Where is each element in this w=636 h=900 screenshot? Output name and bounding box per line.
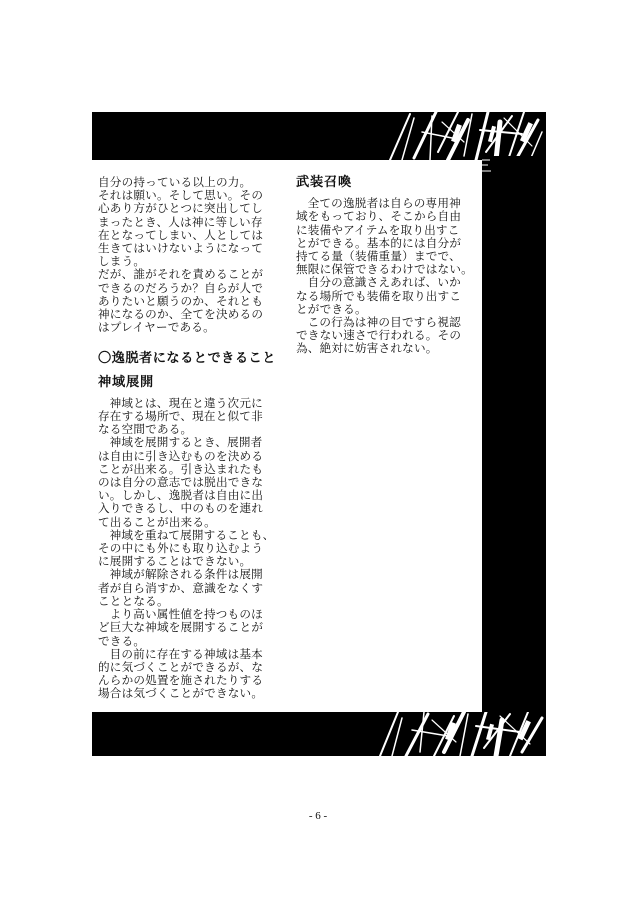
section-heading: 〇逸脱者になるとできること — [98, 351, 276, 367]
subheading-armament-summon: 武装召喚 — [296, 175, 352, 190]
brush-stroke-decoration-top — [92, 112, 546, 160]
body-paragraph: 神域が解除される条件は展開 者が自ら消すか、意識をなくす こととなる。 — [98, 567, 264, 608]
body-paragraph: 神域を重ねて展開することも、 その中にも外にも取り込むよう に展開することはできない。 — [98, 527, 275, 569]
subheading-divine-realm: 神域展開 — [98, 374, 154, 390]
right-text-column — [296, 176, 478, 356]
left-text-column — [98, 176, 288, 701]
body-paragraph: より高い属性値を持つものほ ど巨大な神域を展開することが できる。 — [98, 607, 264, 648]
bar-edge-decoration — [482, 156, 492, 178]
footer-band — [92, 712, 546, 756]
question-paragraph: だが、誰がそれを責めることが できるのだろうか？自らが人で ありたいと願うのか、それとも 神になるのか、全てを決めるの はプレイヤーである。 — [98, 267, 264, 335]
body-paragraph: 自分の意識さえあれば、いか なる場所でも装備を取り出すこ とができる。 — [296, 275, 462, 316]
body-paragraph: この行為は神の目ですら視認 できない速さで行われる。その 為、絶対に妨害されない。 — [296, 315, 462, 356]
right-side-bar — [482, 156, 546, 716]
intro-paragraph: 自分の持っている以上の力。 それは願い。そして思い。その 心あり方がひとつに突出してし まったとき、人は神に等しい存 在となってしまい、人としては 生きてはいけないようになって しまう。 — [98, 175, 264, 269]
body-paragraph: 目の前に存在する神域は基本 的に気づくことができるが、な んらかの処置を施されたりする 場合は気づくことができない。 — [98, 646, 264, 701]
body-paragraph: 神域を展開するとき、展開者 は自由に引き込むものを決める ことが出来る。引き込まれたも のは自分の意志では脱出できな い。しかし、逸脱者は自由に出 入りできるし、中のものを連れ て出ることが出来る。 — [98, 435, 264, 529]
page-number: - 6 - — [308, 810, 328, 822]
brush-stroke-decoration-bottom — [92, 712, 546, 756]
body-paragraph: 神域とは、現在と違う次元に 存在する場所で、現在と似て非 なる空間である。 — [98, 395, 263, 437]
body-paragraph: 全ての逸脱者は自らの専用神 域をもっており、そこから自由 に装備やアイテムを取り出すこ とができる。基本的には自分が 持てる量（装備重量）までで、 無限に保管できるわけではない。 — [296, 196, 473, 277]
header-band — [92, 112, 546, 160]
